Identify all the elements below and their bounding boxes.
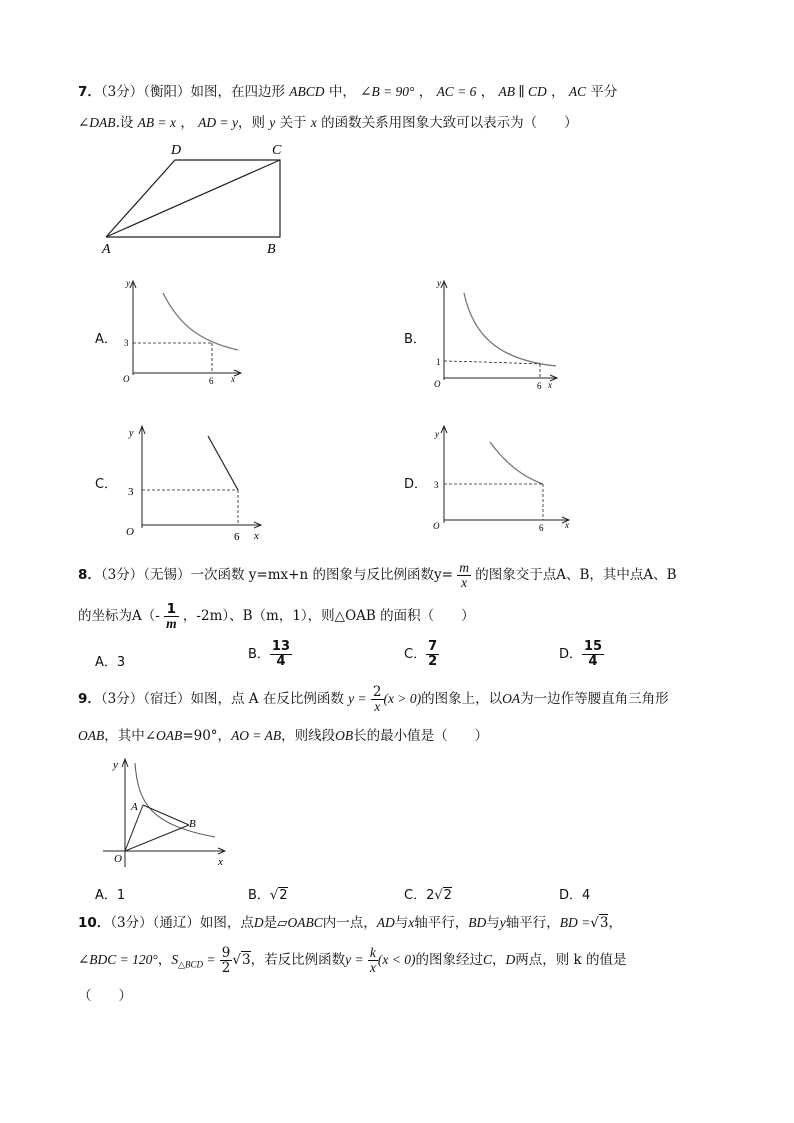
svg-text:y: y: [129, 428, 134, 439]
q10-line2: ∠BDC = 120°，$S_{\triangle BCD}$ = $\frac{9}{2}$ √3，若反比例函数y = $\frac{k}{x}$ (x < 0)的图象经过C，D两点，则 k 的值是: [78, 945, 627, 976]
q9-line1: 9．（3分）（宿迁）如图，点 A 在反比例函数 y = $\frac{2}{x}$ (x > 0)的图象上，以OA为一边作等腰直角三角形: [78, 684, 669, 714]
svg-text:3: 3: [434, 480, 439, 490]
q7-option-b-graph[interactable]: [428, 275, 563, 395]
q7-option-d-label[interactable]: D．: [404, 477, 428, 492]
q8-choice-b[interactable]: B． $\frac{13}{4}$: [248, 639, 291, 669]
q7-option-b-label[interactable]: B．: [404, 332, 426, 347]
q7-label-a: A: [102, 242, 111, 257]
q8-choice-a[interactable]: A．3: [95, 655, 126, 670]
q9-choice-a[interactable]: A．1: [95, 888, 126, 903]
svg-text:O: O: [434, 379, 441, 389]
q7-option-a-label[interactable]: A．: [95, 332, 117, 347]
q8-line1: 8．（3分）（无锡）一次函数 y=mx+n 的图象与反比例函数y= $\frac{m}{x}$ 的图象交于点A、B，其中点A、B: [78, 560, 677, 590]
svg-text:O: O: [123, 374, 130, 384]
q7-label-c: C: [272, 143, 282, 158]
svg-text:6: 6: [537, 381, 542, 391]
svg-text:x: x: [218, 856, 223, 868]
q10-number: 10．: [78, 915, 111, 931]
svg-text:1: 1: [436, 357, 441, 367]
q8-frac-m-over-x: $\frac{m}{x}$: [459, 560, 469, 590]
svg-text:x: x: [254, 530, 259, 542]
q7-option-c-label[interactable]: C．: [95, 477, 118, 492]
q9-line2: OAB，其中∠OAB=90°，AO = AB，则线段OB长的最小值是（ ）: [78, 728, 489, 744]
q9-choice-b[interactable]: B．√2: [248, 888, 288, 903]
svg-text:O: O: [114, 853, 122, 865]
svg-text:3: 3: [124, 338, 129, 348]
q8-frac-1-over-m: $\frac{1}{m}$: [166, 601, 177, 631]
q7-line1: 7．（3分）（衡阳）如图，在四边形 ABCD 中， ∠B = 90° ， AC = 6 ， AB ∥ CD ， AC 平分: [78, 84, 618, 100]
svg-text:y: y: [126, 278, 130, 288]
q7-label-d: D: [171, 143, 182, 158]
q8-choice-c[interactable]: C． $\frac{7}{2}$: [404, 639, 438, 669]
q9-choice-d[interactable]: D．4: [559, 888, 591, 903]
q10-line3: （ ）: [78, 988, 132, 1004]
svg-text:6: 6: [539, 523, 544, 533]
q8-line2: 的坐标为A（- $\frac{1}{m}$ ，-2m）、B（m，1），则△OAB 的面积（ ）: [78, 601, 475, 631]
svg-text:O: O: [433, 521, 440, 531]
q7-option-c-graph[interactable]: [118, 420, 268, 545]
q9-hyperbola-figure: [100, 755, 235, 873]
q8-number: 8．: [78, 567, 101, 583]
q7-option-a-graph[interactable]: [118, 275, 248, 390]
svg-text:6: 6: [209, 376, 214, 386]
svg-text:x: x: [231, 374, 235, 384]
svg-text:y: y: [435, 429, 439, 439]
svg-text:x: x: [548, 380, 552, 390]
q7-number: 7．: [78, 84, 101, 100]
svg-text:A: A: [131, 801, 138, 813]
q7-label-b: B: [267, 242, 276, 257]
q9-number: 9．: [78, 691, 101, 707]
q10-frac-9-over-2: $\frac{9}{2}$: [221, 945, 231, 976]
q7-trapezoid-figure: [95, 138, 300, 260]
q9-frac-2-over-x: $\frac{2}{x}$: [372, 684, 382, 714]
svg-text:3: 3: [128, 486, 134, 498]
q8-choice-d[interactable]: D． $\frac{15}{4}$: [559, 639, 603, 669]
svg-text:O: O: [126, 526, 134, 538]
svg-text:x: x: [565, 520, 569, 530]
svg-text:B: B: [189, 818, 196, 830]
q10-line1: 10．（3分）（通辽）如图，点D是▱OABC内一点，AD与x轴平行，BD与y轴平行，BD =√3，: [78, 915, 622, 931]
q10-frac-k-over-x: $\frac{k}{x}$: [369, 945, 376, 975]
svg-text:y: y: [437, 278, 441, 288]
q7-line2: ∠DAB.设 AB = x ， AD = y，则 y 关于 x 的函数关系用图象大致可以表示为（ ）: [78, 115, 578, 131]
q7-option-d-graph[interactable]: [428, 420, 578, 538]
svg-text:y: y: [113, 759, 118, 771]
q9-choice-c[interactable]: C．2√2: [404, 888, 452, 903]
svg-text:6: 6: [234, 531, 240, 543]
